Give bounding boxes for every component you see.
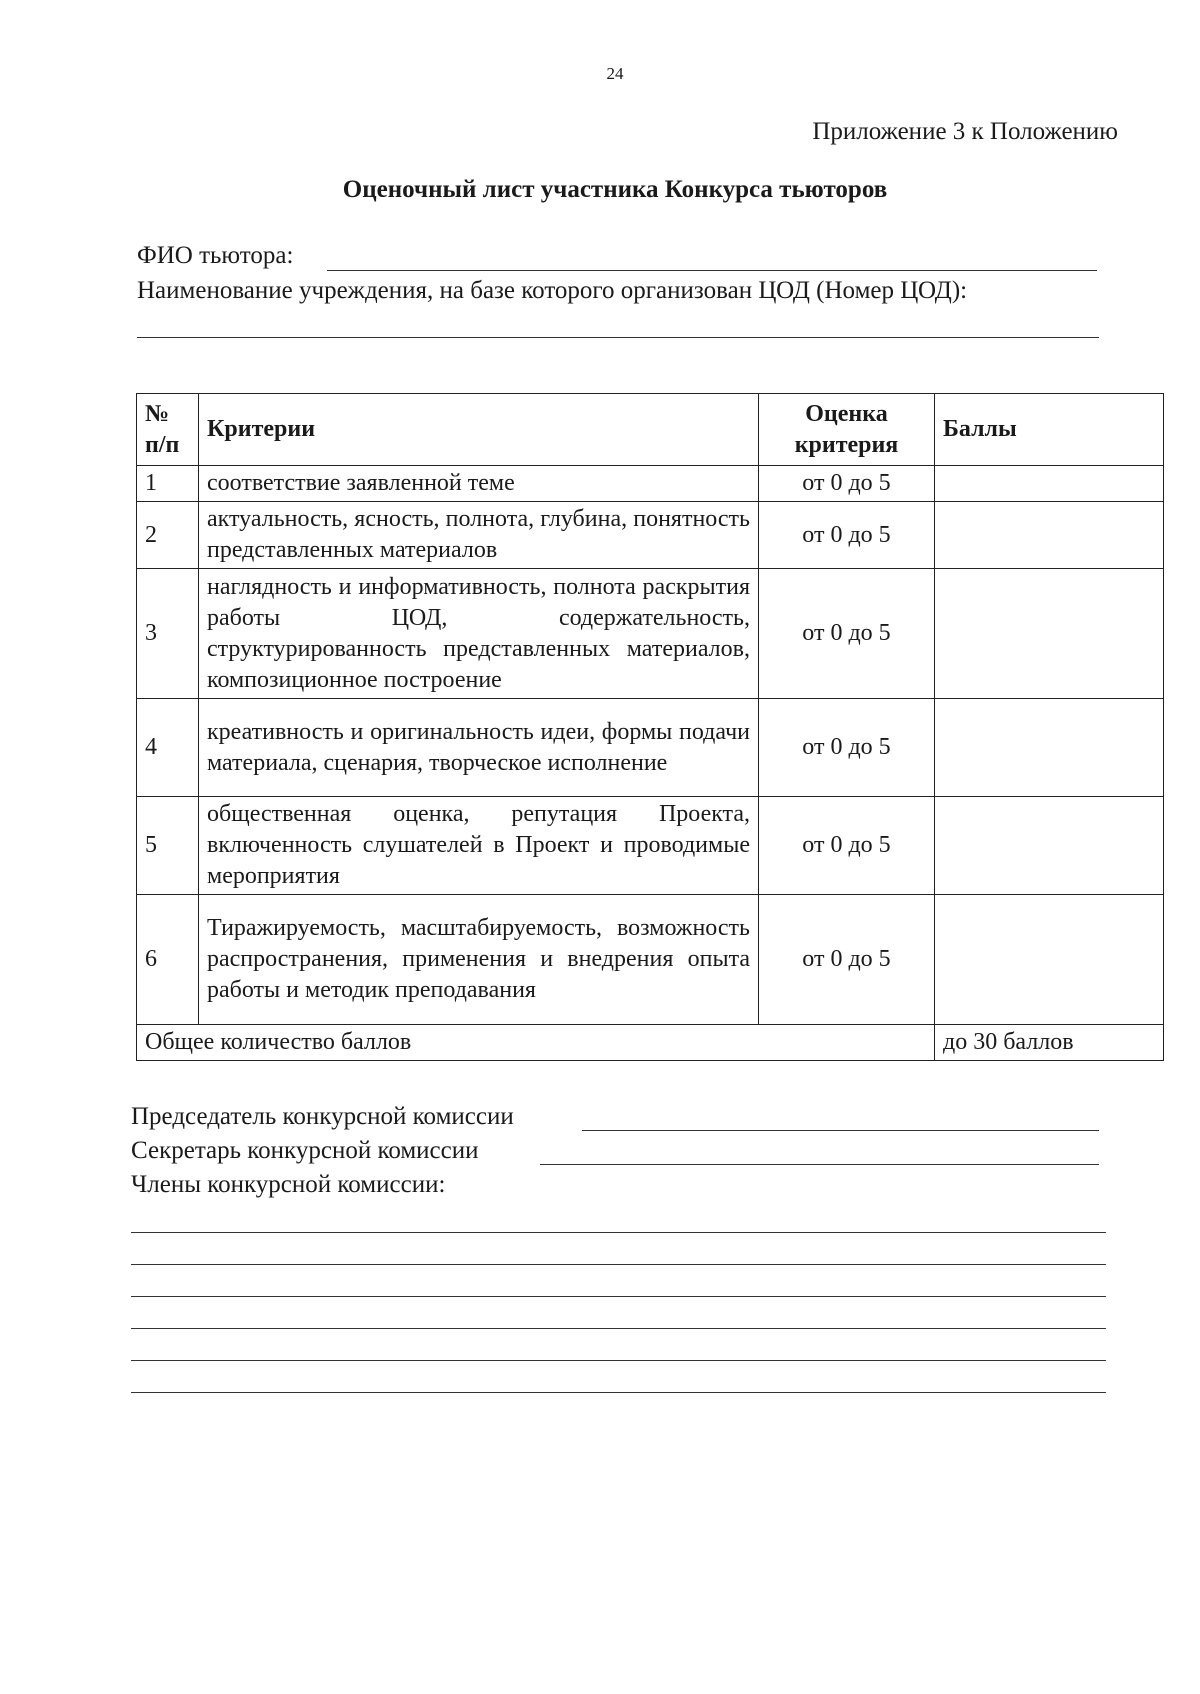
header-score: Баллы — [935, 394, 1164, 466]
row-num: 6 — [137, 895, 199, 1025]
total-label: Общее количество баллов — [137, 1025, 935, 1061]
header-evaluation: Оценка критерия — [759, 394, 935, 466]
secretary-signature-line[interactable] — [540, 1164, 1099, 1165]
table-row — [137, 466, 1164, 502]
institution-label: Наименование учреждения, на базе которого организован ЦОД (Номер ЦОД): — [137, 277, 968, 304]
row-criteria: креативность и оригинальность идеи, формы подачи материала, сценария, творческое исполнение — [199, 699, 759, 797]
member-signature-line[interactable] — [131, 1328, 1106, 1329]
table-row — [137, 699, 1164, 797]
table-row — [137, 502, 1164, 569]
row-criteria: актуальность, ясность, полнота, глубина, понятность представленных материалов — [199, 502, 759, 569]
row-num: 2 — [137, 502, 199, 569]
page-number: 24 — [606, 64, 624, 83]
institution-input-line[interactable] — [137, 337, 1099, 338]
row-criteria: наглядность и информативность, полнота раскрытия работы ЦОД, содержательность, структурированность представленных материалов, композиционное построение — [199, 569, 759, 699]
row-score[interactable] — [935, 569, 1164, 699]
row-criteria: Тиражируемость, масштабируемость, возможность распространения, применения и внедрения опыта работы и методик преподавания — [199, 895, 759, 1025]
table-row — [137, 895, 1164, 1025]
member-signature-line[interactable] — [131, 1232, 1106, 1233]
member-signature-line[interactable] — [131, 1360, 1106, 1361]
row-criteria: соответствие заявленной теме — [199, 466, 759, 502]
row-evaluation: от 0 до 5 — [759, 797, 935, 895]
row-evaluation: от 0 до 5 — [759, 569, 935, 699]
appendix-label: Приложение 3 к Положению — [812, 118, 1118, 145]
member-signature-line[interactable] — [131, 1296, 1106, 1297]
table-header-row — [137, 394, 1164, 466]
row-score[interactable] — [935, 797, 1164, 895]
member-signature-line[interactable] — [131, 1392, 1106, 1393]
tutor-name-input-line[interactable] — [327, 270, 1097, 271]
row-evaluation: от 0 до 5 — [759, 466, 935, 502]
document-title: Оценочный лист участника Конкурса тьюторов — [342, 176, 888, 203]
members-label: Члены конкурсной комиссии: — [131, 1171, 446, 1198]
row-evaluation: от 0 до 5 — [759, 502, 935, 569]
tutor-name-label: ФИО тьютора: — [137, 242, 294, 269]
chairman-signature-line[interactable] — [582, 1130, 1099, 1131]
row-score[interactable] — [935, 699, 1164, 797]
member-signature-line[interactable] — [131, 1264, 1106, 1265]
row-num: 3 — [137, 569, 199, 699]
secretary-label: Секретарь конкурсной комиссии — [131, 1137, 479, 1164]
row-criteria: общественная оценка, репутация Проекта, включенность слушателей в Проект и проводимые мероприятия — [199, 797, 759, 895]
table-row — [137, 797, 1164, 895]
row-num: 4 — [137, 699, 199, 797]
row-score[interactable] — [935, 895, 1164, 1025]
table-row — [137, 569, 1164, 699]
row-num: 1 — [137, 466, 199, 502]
row-evaluation: от 0 до 5 — [759, 895, 935, 1025]
table-total-row — [137, 1025, 1164, 1061]
chairman-label: Председатель конкурсной комиссии — [131, 1103, 514, 1130]
row-num: 5 — [137, 797, 199, 895]
row-score[interactable] — [935, 466, 1164, 502]
header-criteria: Критерии — [199, 394, 759, 466]
total-value: до 30 баллов — [935, 1025, 1164, 1061]
header-num: № п/п — [137, 394, 199, 466]
criteria-table — [136, 393, 1164, 1061]
row-evaluation: от 0 до 5 — [759, 699, 935, 797]
row-score[interactable] — [935, 502, 1164, 569]
